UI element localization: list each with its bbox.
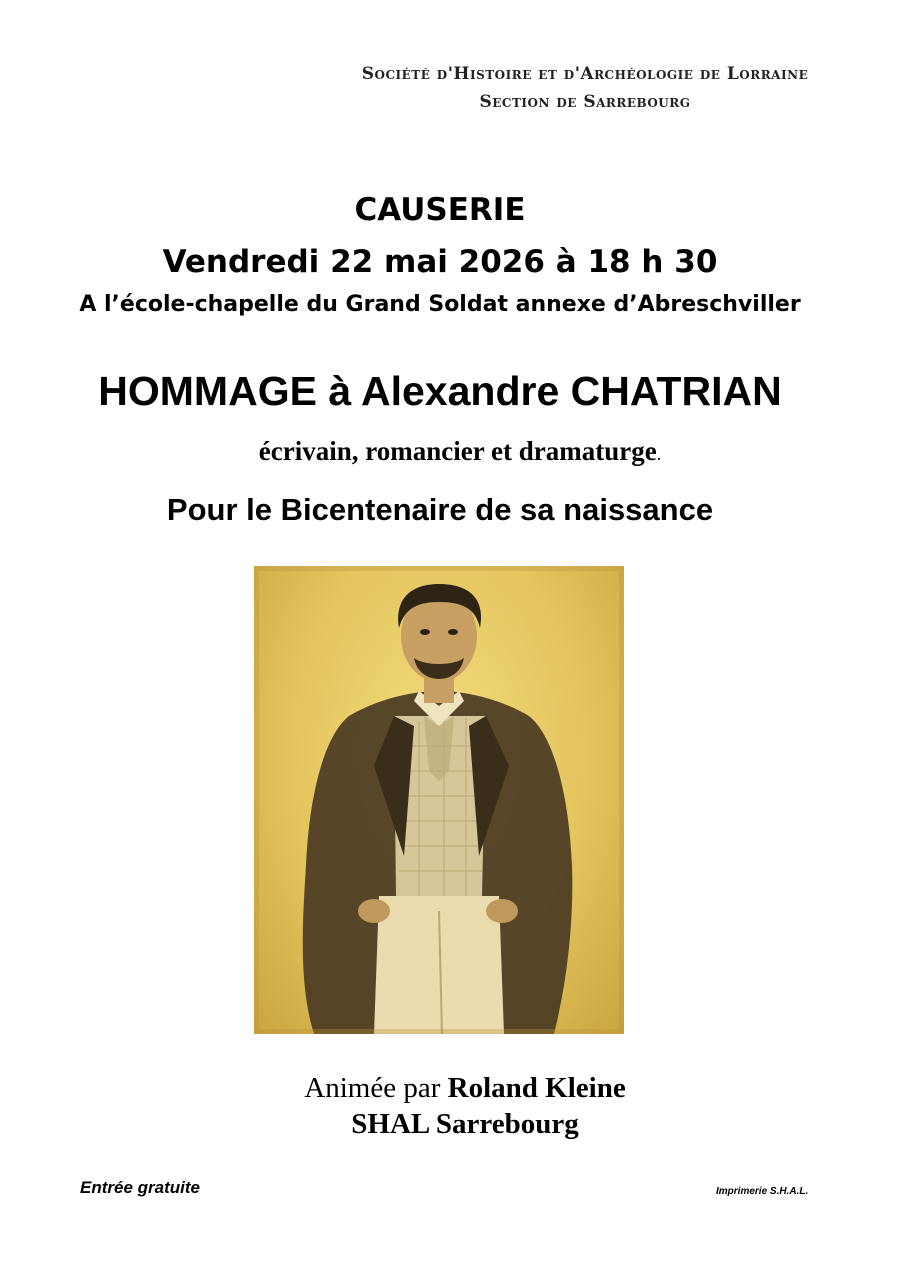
- event-date: Vendredi 22 mai 2026 à 18 h 30: [162, 244, 718, 280]
- profession-period: .: [656, 444, 662, 464]
- speaker-line: [0, 1072, 900, 1105]
- section-name: Section de Sarrebourg: [479, 92, 691, 112]
- occasion-line: Pour le Bicentenaire de sa naissance: [166, 492, 714, 527]
- tribute-title: HOMMAGE à Alexandre CHATRIAN: [98, 368, 782, 414]
- printer-note: Imprimerie S.H.A.L.: [716, 1186, 809, 1197]
- event-venue: A l’école-chapelle du Grand Soldat annexe d’Abreschviller: [79, 292, 801, 317]
- profession-line: [0, 436, 900, 467]
- event-type: CAUSERIE: [354, 192, 526, 228]
- speaker-prefix: Animée par: [304, 1072, 448, 1104]
- speaker-org: SHAL Sarrebourg: [351, 1108, 579, 1140]
- society-header: [300, 60, 870, 116]
- portrait-photo: [254, 566, 624, 1034]
- speaker-name: Roland Kleine: [447, 1072, 626, 1104]
- sepia-portrait-icon: [254, 566, 624, 1034]
- admission-note: Entrée gratuite: [80, 1178, 200, 1197]
- society-name: Société d'Histoire et d'Archéologie de Lorraine: [361, 64, 809, 84]
- profession-text: écrivain, romancier et dramaturge: [258, 436, 657, 466]
